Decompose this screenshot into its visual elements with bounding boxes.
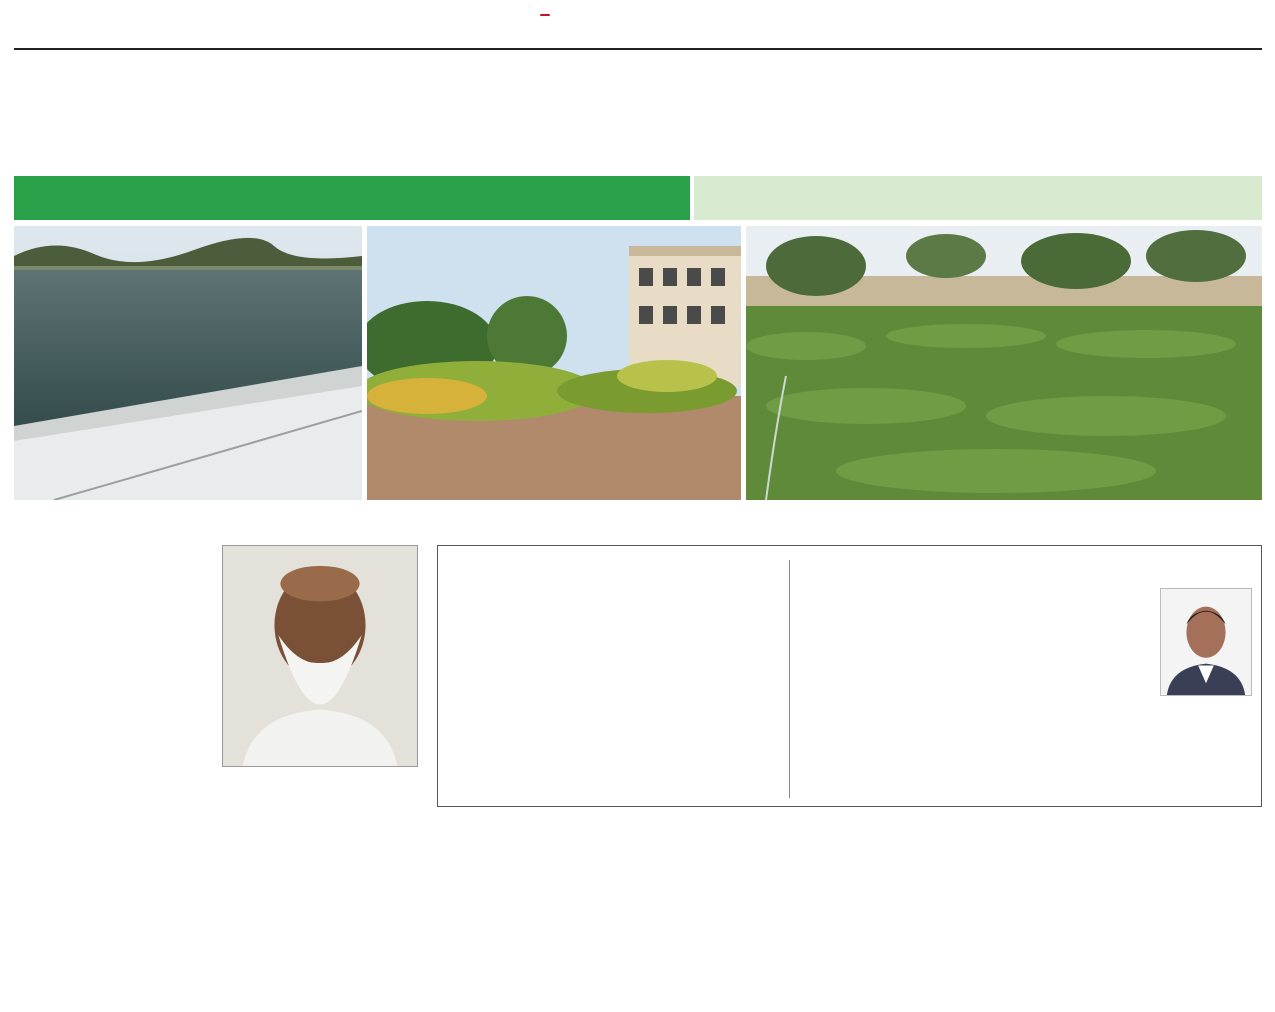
- college-garden-photo: [367, 226, 741, 500]
- potato-field-photo: [746, 226, 1262, 500]
- article-column-1: [14, 584, 212, 1004]
- karmaveer-portrait: [222, 545, 418, 767]
- subhead-right: [694, 176, 1262, 220]
- article-column-4: [646, 818, 842, 1004]
- headline: [14, 62, 1262, 162]
- masthead-rule: [14, 48, 1262, 50]
- article-column-6: [1066, 818, 1262, 1004]
- masthead: [0, 0, 1275, 50]
- principal-portrait: [1160, 588, 1252, 696]
- article-column-5: [856, 818, 1052, 1004]
- subhead-left: [14, 176, 690, 220]
- box-left-body: [447, 588, 781, 800]
- article-column-2: [222, 800, 418, 1004]
- farm-pond-photo: [14, 226, 362, 500]
- box-right-body-top: [799, 588, 1155, 698]
- newspaper-badge: [540, 14, 550, 16]
- article-column-3: [437, 818, 633, 1004]
- box-divider: [789, 560, 790, 798]
